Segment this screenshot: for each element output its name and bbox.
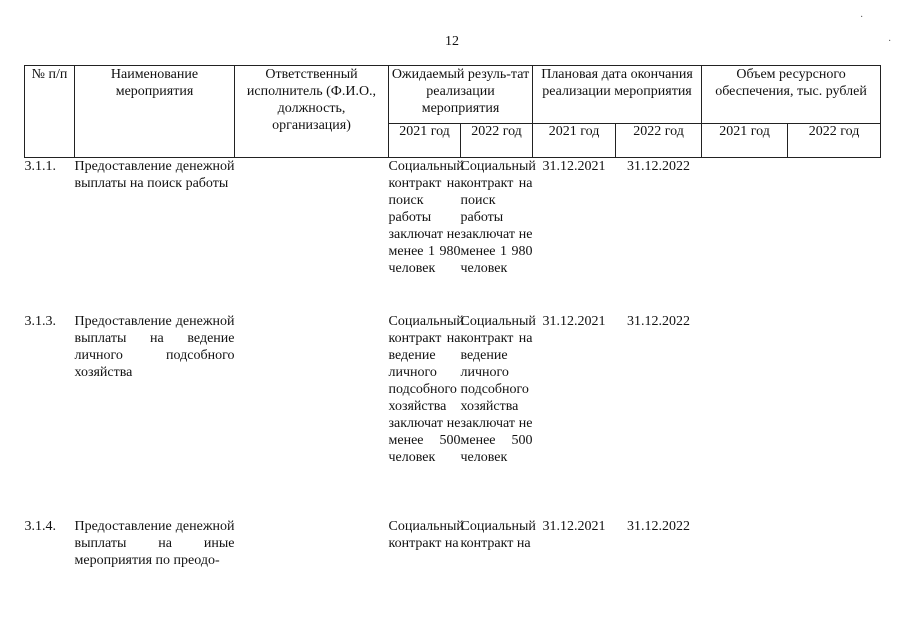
date-2022: 31.12.2022 xyxy=(627,313,691,329)
table-row xyxy=(25,158,881,313)
measure-name: Предоставление денежной выплаты на ведение личного подсобного хозяйства xyxy=(74,313,235,380)
resource-2021 xyxy=(702,518,788,578)
header-date: Плановая дата окончания реализации мероприятия xyxy=(533,66,702,124)
header-year: 2022 год xyxy=(616,124,702,158)
resource-2021 xyxy=(702,313,788,518)
resource-2022 xyxy=(788,518,881,578)
header-resources: Объем ресурсного обеспечения, тыс. рублей xyxy=(702,66,881,124)
scan-speck: · xyxy=(888,36,892,47)
result-2021: Социальный контракт на ведение личного подсобного хозяйства заключат не менее 500 человек xyxy=(388,313,464,465)
row-number: 3.1.1. xyxy=(24,159,56,174)
row-number: 3.1.4. xyxy=(24,518,56,534)
resource-2022 xyxy=(788,313,881,518)
date-2021: 31.12.2021 xyxy=(542,518,606,534)
executor-cell xyxy=(235,158,389,313)
table-row xyxy=(25,313,881,518)
header-year: 2022 год xyxy=(461,124,533,158)
date-2021: 31.12.2021 xyxy=(542,159,606,174)
result-2021: Социальный контракт на xyxy=(388,518,464,551)
header-num: № п/п xyxy=(25,66,75,158)
header-year: 2021 год xyxy=(533,124,616,158)
date-2021: 31.12.2021 xyxy=(542,313,606,329)
table-row xyxy=(25,518,881,578)
result-2022: Социальный контракт на xyxy=(460,518,536,551)
date-2022: 31.12.2022 xyxy=(627,518,691,534)
date-2022: 31.12.2022 xyxy=(627,159,691,174)
header-year: 2022 год xyxy=(788,124,881,158)
header-year: 2021 год xyxy=(702,124,788,158)
header-executor: Ответственный исполнитель (Ф.И.О., должность, организация) xyxy=(235,66,389,158)
resource-2022 xyxy=(788,158,881,313)
result-2022: Социальный контракт на поиск работы заключат не менее 1 980 человек xyxy=(460,159,536,276)
measure-name: Предоставление денежной выплаты на поиск работы xyxy=(74,159,235,191)
executor-cell xyxy=(235,518,389,578)
header-year: 2021 год xyxy=(389,124,461,158)
resource-2021 xyxy=(702,158,788,313)
page-number: 12 xyxy=(445,34,459,49)
row-number: 3.1.3. xyxy=(24,313,56,329)
result-2022: Социальный контракт на ведение личного подсобного хозяйства заключат не менее 500 человек xyxy=(460,313,536,465)
header-result: Ожидаемый резуль-тат реализации мероприятия xyxy=(389,66,533,124)
executor-cell xyxy=(235,313,389,518)
scan-speck: · xyxy=(860,12,864,23)
result-2021: Социальный контракт на поиск работы заключат не менее 1 980 человек xyxy=(388,159,464,276)
measure-name: Предоставление денежной выплаты на иные мероприятия по преодо- xyxy=(74,518,235,568)
header-name: Наименование мероприятия xyxy=(75,66,235,158)
measures-table xyxy=(24,65,881,578)
